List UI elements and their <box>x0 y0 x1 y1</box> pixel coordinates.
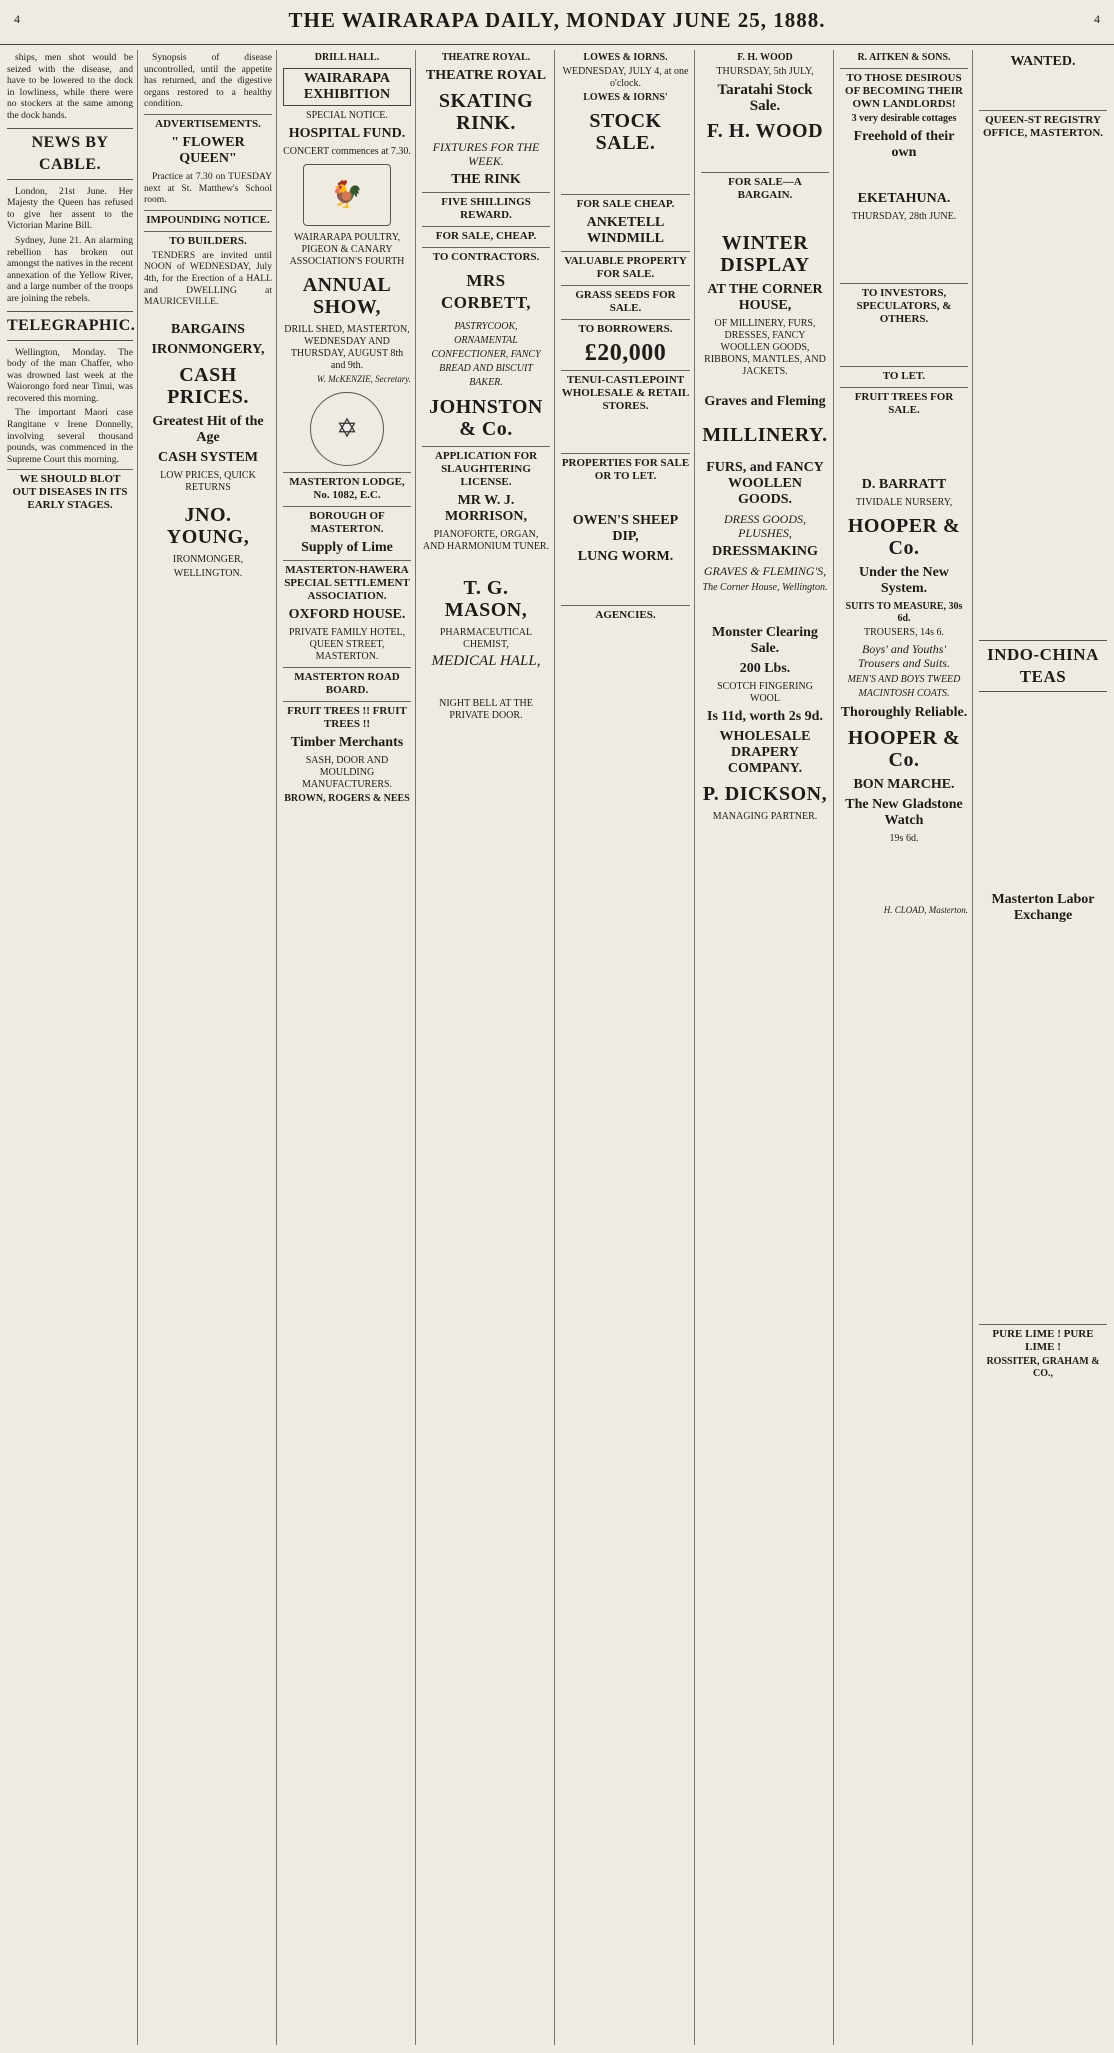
ad-heading: CASH SYSTEM <box>158 449 258 465</box>
ad-heading: EKETAHUNA. <box>857 191 951 206</box>
ad-heading: MEDICAL HALL, <box>431 653 541 669</box>
ad-heading: STOCK SALE. <box>589 110 662 154</box>
signoff: H. CLOAD, Masterton. <box>883 905 968 915</box>
ad-heading: FURS, and FANCY WOOLLEN GOODS. <box>706 460 824 507</box>
column-1 <box>4 50 136 2045</box>
ad-heading: OWEN'S SHEEP DIP, <box>572 513 679 544</box>
column-4 <box>419 50 553 2045</box>
ad-text: SPECIAL NOTICE. <box>306 110 388 121</box>
ad-heading: LUNG WORM. <box>577 549 674 564</box>
ad-heading: FRUIT TREES !! FRUIT TREES !! <box>283 701 411 731</box>
advertiser-name: D. BARRATT <box>861 477 947 492</box>
ad-text: DRILL SHED, MASTERTON, WEDNESDAY AND THURSDAY, AUGUST 8th and 9th. <box>284 324 410 371</box>
column-rule <box>833 50 834 2045</box>
ad-heading: Timber Merchants <box>290 734 404 750</box>
page-number-right: 4 <box>1094 12 1100 26</box>
ad-text: TENDERS are invited until NOON of WEDNESDAY, July 4th, for the Erection of a HALL and DWELLING at MAURICEVILLE. <box>144 249 272 308</box>
ad-heading: THEATRE ROYAL. <box>441 52 531 63</box>
advertiser-name: MR W. J. MORRISON, <box>444 493 528 524</box>
ad-heading: Masterton Labor Exchange <box>991 892 1095 923</box>
ad-heading: BARGAINS <box>171 321 245 337</box>
cable-item: London, 21st June. Her Majesty the Queen has refused to give her assent to the Victorian Marine Bill. <box>7 185 133 232</box>
advertiser-name: HOOPER & Co. <box>847 515 961 559</box>
column-8 <box>976 50 1110 2045</box>
ad-heading: FOR SALE, CHEAP. <box>422 226 550 243</box>
cable-item: Sydney, June 21. An alarming rebellion has broken out amongst the natives in the recent annexation of the Yellow River, and a large number of the troops are joining the rebels. <box>7 234 134 304</box>
ad-heading: 200 Lbs. <box>739 661 791 676</box>
ad-text: WEDNESDAY, JULY 4, at one o'clock. <box>562 66 689 89</box>
ad-text: SUITS TO MEASURE, 30s 6d. <box>845 601 963 624</box>
signoff: W. McKENZIE, Secretary. <box>316 374 411 384</box>
section-heading-telegraphic: TELEGRAPHIC. <box>7 311 133 341</box>
advertiser-name: T. G. MASON, <box>444 577 528 621</box>
ad-heading: Is 11d, worth 2s 9d. <box>707 709 823 724</box>
ad-text: LOW PRICES, QUICK RETURNS <box>160 469 256 493</box>
ad-heading: DRESSMAKING <box>712 544 818 559</box>
ad-heading: Taratahi Stock Sale. <box>717 82 813 114</box>
column-3 <box>280 50 414 2045</box>
ad-text: CONCERT commences at 7.30. <box>283 146 411 157</box>
ad-heading: ANKETELL WINDMILL <box>586 215 665 246</box>
ad-heading: BON MARCHE. <box>853 777 955 792</box>
ad-heading: Under the New System. <box>859 565 949 596</box>
ad-heading: R. AITKEN & SONS. <box>857 52 951 63</box>
ad-heading: TENUI-CASTLEPOINT WHOLESALE & RETAIL STORES. <box>561 370 690 413</box>
ad-text: TROUSERS, 14s 6. <box>863 627 944 638</box>
advertiser-name: BROWN, ROGERS & NEES <box>284 792 410 804</box>
ad-text: SCOTCH FINGERING WOOL <box>717 681 813 704</box>
page-number-left: 4 <box>14 12 20 26</box>
ad-heading: F. H. WOOD <box>737 52 793 63</box>
ad-heading: GRASS SEEDS FOR SALE. <box>561 285 690 315</box>
telegraph-item: The important Maori case Rangitane v Irene Donnelly, involving several thousand pounds, was commenced in the Supreme Court this morning. <box>7 407 133 465</box>
ad-text: IRONMONGER, <box>172 553 244 565</box>
ad-text: 19s 6d. <box>889 833 919 844</box>
column-rule <box>415 50 416 2045</box>
ad-heading: TO THOSE DESIROUS OF BECOMING THEIR OWN LANDLORDS! <box>840 68 968 111</box>
ad-heading: Monster Clearing Sale. <box>712 625 818 656</box>
section-heading-advertisements: ADVERTISEMENTS. <box>144 114 272 131</box>
article-text: Synopsis of disease uncontrolled, until the appetite has returned, and the digestive organs restored to a healthy condition. <box>144 52 272 110</box>
ad-heading: " FLOWER QUEEN" <box>171 134 245 166</box>
ad-heading: OXFORD HOUSE. <box>288 606 406 622</box>
ad-heading: TO LET. <box>840 366 968 383</box>
advertiser-name: F. H. WOOD <box>706 120 824 142</box>
ad-heading: WANTED. <box>1010 54 1076 69</box>
advertiser-name: JOHNSTON & Co. <box>429 396 543 440</box>
ad-text: TIVIDALE NURSERY, <box>855 497 953 508</box>
advertiser-name: MRS CORBETT, <box>440 271 532 312</box>
ad-heading: Boys' and Youths' Trousers and Suits. <box>858 642 950 670</box>
ad-heading: TO INVESTORS, SPECULATORS, & OTHERS. <box>840 283 968 326</box>
ad-text: MEN'S AND BOYS TWEED MACINTOSH COATS. <box>847 674 961 699</box>
ad-heading: CASH PRICES. <box>167 363 249 408</box>
ad-heading: Supply of Lime <box>301 539 393 555</box>
ad-heading: HOSPITAL FUND. <box>288 126 406 141</box>
ad-heading: FOR SALE CHEAP. <box>561 194 690 211</box>
ad-heading: MASTERTON ROAD BOARD. <box>283 667 411 697</box>
ad-heading: ANNUAL SHOW, <box>302 274 392 318</box>
ad-heading: APPLICATION FOR SLAUGHTERING LICENSE. <box>422 446 550 489</box>
ad-heading: THE RINK <box>451 172 521 187</box>
ad-text: WELLINGTON. <box>173 567 243 579</box>
ad-text: THURSDAY, 5th JULY, <box>716 66 814 77</box>
advertiser-name: ROSSITER, GRAHAM & CO., <box>986 1356 1100 1379</box>
ad-heading: MASTERTON LODGE, No. 1082, E.C. <box>283 472 411 502</box>
ad-text: PHARMACEUTICAL CHEMIST, <box>439 627 533 650</box>
ad-text: Practice at 7.30 on TUESDAY next at St. Matthew's School room. <box>144 170 272 206</box>
ad-heading: PROPERTIES FOR SALE OR TO LET. <box>561 453 690 483</box>
ad-heading: MILLINERY. <box>702 424 828 446</box>
advertiser-name: HOOPER & Co. <box>847 727 961 771</box>
article-text: ships, men shot would be seized with the disease, and have to be lowered to the dock in lowliness, while there were no stockers at the same among the dock hands. <box>7 52 133 121</box>
masonic-emblem-illustration: ✡ <box>310 392 384 466</box>
column-rule <box>276 50 277 2045</box>
advertiser-name: GRAVES & FLEMING'S, <box>703 564 827 578</box>
ad-heading: FOR SALE—A BARGAIN. <box>701 172 829 202</box>
ad-heading: QUEEN-ST REGISTRY OFFICE, MASTERTON. <box>979 110 1107 140</box>
ad-heading: INDO-CHINA TEAS <box>979 640 1107 692</box>
telegraph-item: Wellington, Monday. The body of the man Chaffer, who was drowned last week at the Waiorongo ford near Tinui, was recovered this morning. <box>7 346 133 404</box>
ad-heading: DRILL HALL. <box>314 52 380 63</box>
ad-heading: FIVE SHILLINGS REWARD. <box>422 192 550 222</box>
ad-heading: DRESS GOODS, PLUSHES, <box>724 512 806 540</box>
ad-heading: BOROUGH OF MASTERTON. <box>283 506 411 536</box>
column-rule <box>694 50 695 2045</box>
column-7 <box>837 50 971 2045</box>
ad-heading: VALUABLE PROPERTY FOR SALE. <box>561 251 690 281</box>
column-rule <box>972 50 973 2045</box>
ad-heading: SKATING RINK. <box>438 90 534 134</box>
ad-heading: TO BORROWERS. <box>561 319 690 336</box>
ad-text: The Corner House, Wellington. <box>702 582 828 593</box>
ad-heading: WAIRARAPA EXHIBITION <box>283 68 411 106</box>
ad-text: WAIRARAPA POULTRY, PIGEON & CANARY ASSOCIATION'S FOURTH <box>289 232 405 267</box>
column-2 <box>141 50 275 2045</box>
ad-text: MANAGING PARTNER. <box>712 811 818 822</box>
poultry-illustration: 🐓 <box>303 164 391 226</box>
ad-text: PRIVATE FAMILY HOTEL, QUEEN STREET, MASTERTON. <box>288 626 406 662</box>
ad-heading: AGENCIES. <box>561 605 690 622</box>
ad-heading: THEATRE ROYAL <box>425 68 547 83</box>
ad-heading: IMPOUNDING NOTICE. <box>144 210 272 227</box>
masthead <box>0 0 1114 45</box>
ad-text: OF MILLINERY, FURS, DRESSES, FANCY WOOLLEN GOODS, RIBBONS, MANTLES, AND JACKETS. <box>704 318 826 377</box>
ad-heading: FIXTURES FOR THE WEEK. <box>432 140 540 168</box>
ad-heading: MASTERTON-HAWERA SPECIAL SETTLEMENT ASSOCIATION. <box>283 560 411 603</box>
ad-text: THURSDAY, 28th JUNE. <box>851 211 957 222</box>
ad-text: SASH, DOOR AND MOULDING MANUFACTURERS. <box>301 754 393 790</box>
column-rule <box>137 50 138 2045</box>
column-6 <box>698 50 832 2045</box>
ad-text: PIANOFORTE, ORGAN, AND HARMONIUM TUNER. <box>422 529 550 552</box>
advertiser-name: Graves and Fleming <box>704 394 826 409</box>
ad-heading: Freehold of their own <box>853 129 955 160</box>
ad-heading: £20,000 <box>584 340 667 366</box>
column-rule <box>554 50 555 2045</box>
ad-heading: AT THE CORNER HOUSE, <box>707 282 823 313</box>
column-5 <box>558 50 693 2045</box>
page-title: THE WAIRARAPA DAILY, MONDAY JUNE 25, 1888. <box>288 8 826 32</box>
ad-heading: WINTER DISPLAY <box>720 232 810 276</box>
ad-heading: PURE LIME ! PURE LIME ! <box>979 1324 1107 1354</box>
ad-text: LOWES & IORNS' <box>583 92 668 103</box>
ad-heading: TO BUILDERS. <box>144 231 272 248</box>
ad-text: 3 very desirable cottages <box>851 113 957 124</box>
advertiser-name: P. DICKSON, <box>702 783 828 805</box>
ad-text: PASTRYCOOK, ORNAMENTAL CONFECTIONER, FANCY BREAD AND BISCUIT BAKER. <box>431 321 541 388</box>
ad-heading: LOWES & IORNS. <box>583 52 668 63</box>
ad-heading: WHOLESALE DRAPERY COMPANY. <box>719 729 811 776</box>
section-heading-news-by-cable: NEWS BY CABLE. <box>7 128 133 180</box>
ad-heading: FRUIT TREES FOR SALE. <box>840 387 968 417</box>
ad-text: NIGHT BELL AT THE PRIVATE DOOR. <box>439 698 533 721</box>
ad-heading: Thoroughly Reliable. <box>840 705 968 720</box>
advertiser-name: JNO. YOUNG, <box>166 503 250 548</box>
ad-heading: TO CONTRACTORS. <box>422 247 550 264</box>
ad-heading: Greatest Hit of the Age <box>152 413 264 445</box>
ad-heading: IRONMONGERY, <box>151 341 265 357</box>
ad-heading: The New Gladstone Watch <box>845 797 963 828</box>
article-heading: WE SHOULD BLOT OUT DISEASES IN ITS EARLY STAGES. <box>7 469 133 512</box>
